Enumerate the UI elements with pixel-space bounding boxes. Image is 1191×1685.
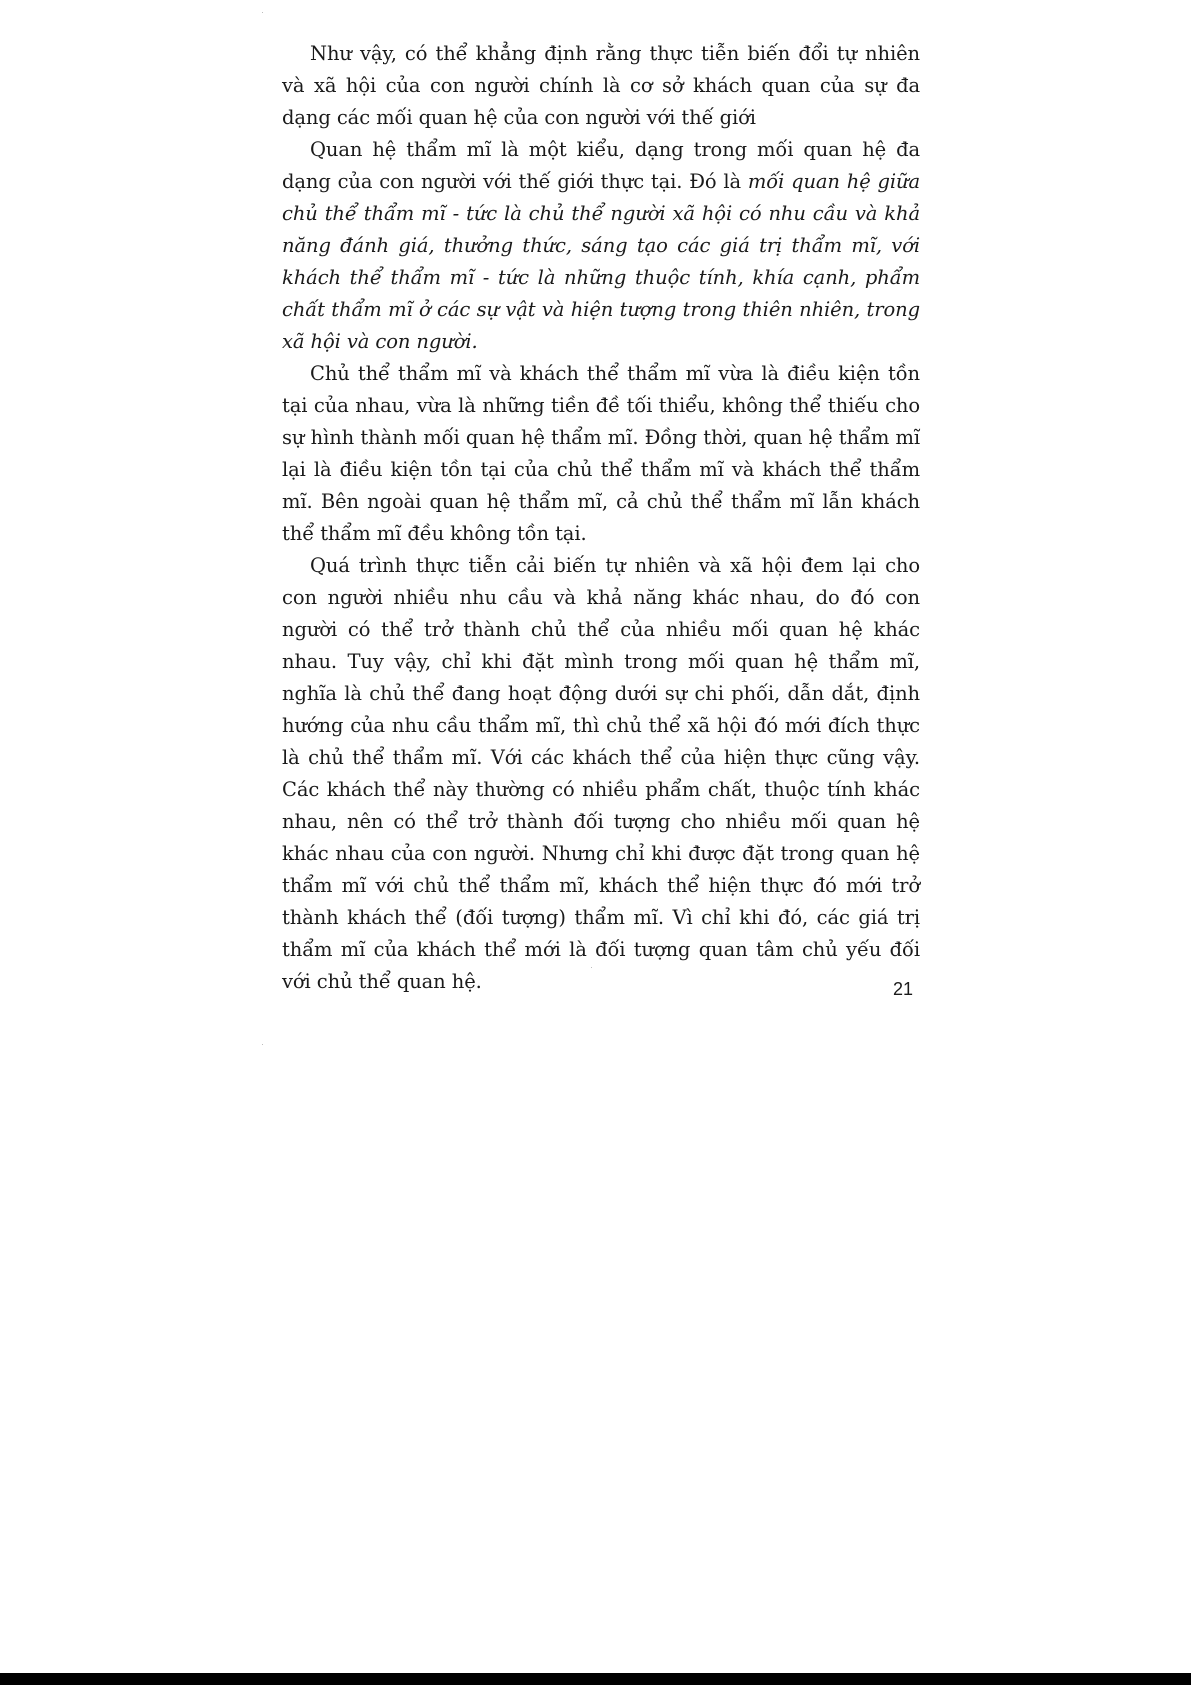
scan-speck xyxy=(262,12,263,13)
paragraph-3: Chủ thể thẩm mĩ và khách thể thẩm mĩ vừa là điều kiện tồn tại của nhau, vừa là những tiền đề tối thiểu, không thể thiếu cho sự hình thành mối quan hệ thẩm mĩ. Đồng thời, quan hệ thẩm mĩ lại là điều kiện tồn tại của chủ thể thẩm mĩ và khách thể thẩm mĩ. Bên ngoài quan hệ thẩm mĩ, cả chủ thể thẩm mĩ lẫn khách thể thẩm mĩ đều không tồn tại. xyxy=(282,362,920,545)
paragraph-1: Như vậy, có thể khẳng định rằng thực tiễn biến đổi tự nhiên và xã hội của con người chính là cơ sở khách quan của sự đa dạng các mối quan hệ của con người với thế giới xyxy=(282,42,920,129)
paragraph-2-lead: Quan hệ thẩm mĩ là một kiểu, dạng trong mối quan hệ đa dạng của con người với thế giới thực tại. Đó là xyxy=(282,138,920,193)
scan-bottom-edge xyxy=(0,1673,1191,1685)
paragraph-2-emphasis: mối quan hệ giữa chủ thể thẩm mĩ - tức là chủ thể người xã hội có nhu cầu và khả năng đánh giá, thưởng thức, sáng tạo các giá trị thẩm mĩ, với khách thể thẩm mĩ - tức là những thuộc tính, khía cạnh, phẩm chất thẩm mĩ ở các sự vật và hiện tượng trong thiên nhiên, trong xã hội và con người. xyxy=(282,170,920,353)
page-number: 21 xyxy=(893,979,914,999)
scan-speck xyxy=(591,967,592,968)
page-body xyxy=(282,38,920,998)
paragraph-4: Quá trình thực tiễn cải biến tự nhiên và xã hội đem lại cho con người nhiều nhu cầu và khả năng khác nhau, do đó con người có thể trở thành chủ thể của nhiều mối quan hệ khác nhau. Tuy vậy, chỉ khi đặt mình trong mối quan hệ thẩm mĩ, nghĩa là chủ thể đang hoạt động dưới sự chi phối, dẫn dắt, định hướng của nhu cầu thẩm mĩ, thì chủ thể xã hội đó mới đích thực là chủ thể thẩm mĩ. Với các khách thể của hiện thực cũng vậy. Các khách thể này thường có nhiều phẩm chất, thuộc tính khác nhau, nên có thể trở thành đối tượng cho nhiều mối quan hệ khác nhau của con người. Nhưng chỉ khi được đặt trong quan hệ thẩm mĩ với chủ thể thẩm mĩ, khách thể hiện thực đó mới trở thành khách thể (đối tượng) thẩm mĩ. Vì chỉ khi đó, các giá trị thẩm mĩ của khách thể mới là đối tượng quan tâm chủ yếu đối với chủ thể quan hệ. xyxy=(282,554,920,993)
scan-speck xyxy=(262,1044,263,1045)
paragraph-2 xyxy=(282,134,920,358)
